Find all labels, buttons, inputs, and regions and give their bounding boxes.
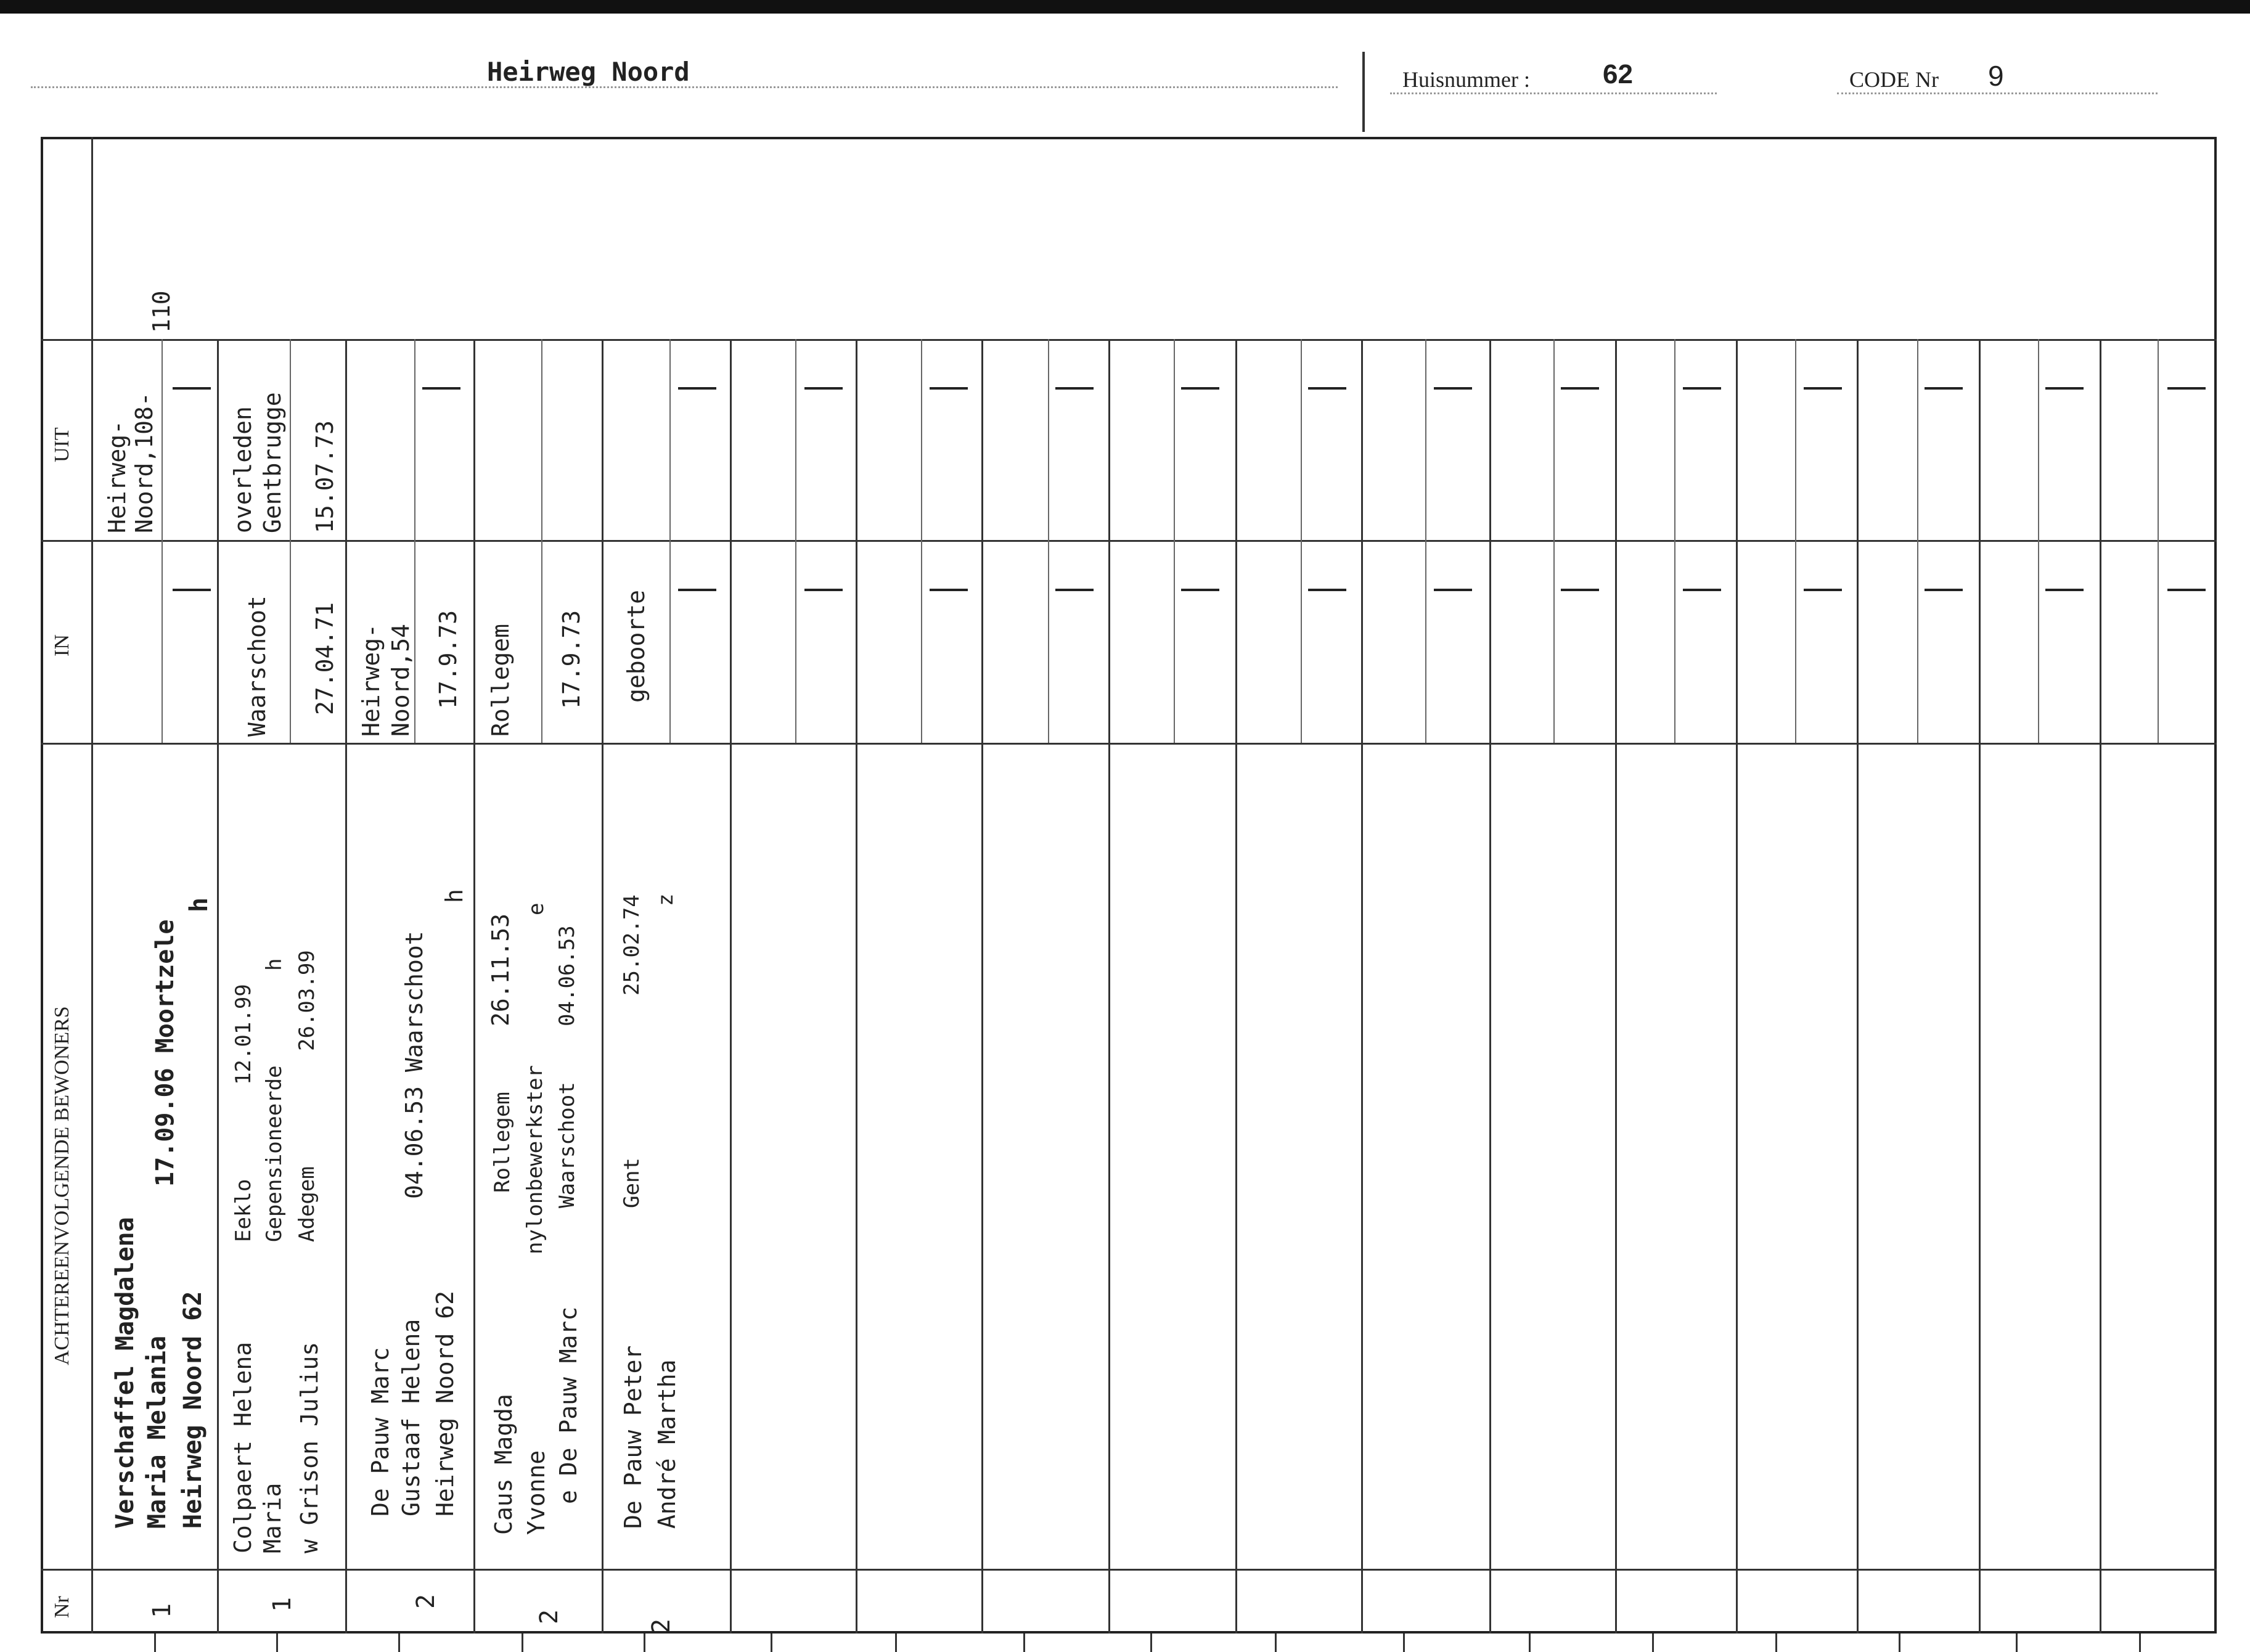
bottom-tick bbox=[1275, 1634, 1277, 1652]
code-label: CODE Nr bbox=[1849, 67, 1939, 92]
subcolumn-line bbox=[1174, 339, 1175, 743]
entry-3-address: Heirweg Noord 62 bbox=[432, 1290, 459, 1516]
bottom-tick bbox=[644, 1634, 645, 1652]
column-line bbox=[1615, 339, 1617, 1634]
empty-dash bbox=[1055, 387, 1094, 390]
house-number: 62 bbox=[1603, 59, 1633, 89]
column-line bbox=[217, 339, 219, 1634]
entry-2-address: w Grison Julius bbox=[296, 1341, 323, 1553]
bottom-tick bbox=[1403, 1634, 1405, 1652]
entry-2-name1: Colpaert Helena bbox=[229, 1341, 256, 1553]
section-line-top bbox=[41, 339, 2217, 341]
entry-2-status: h bbox=[262, 958, 287, 971]
bottom-tick bbox=[2139, 1634, 2141, 1652]
entry-3-in: Heirweg- bbox=[358, 623, 385, 737]
column-line bbox=[1857, 339, 1859, 1634]
entry-3-in2: Noord,54 bbox=[387, 623, 414, 737]
header-divider bbox=[1362, 52, 1365, 132]
entry-1-name2: Maria Melania bbox=[143, 1335, 171, 1529]
entry-2-out-date: 15.07.73 bbox=[311, 420, 338, 533]
empty-dash bbox=[678, 387, 716, 390]
top-note: 110 bbox=[148, 290, 175, 333]
subcolumn-line bbox=[541, 339, 542, 743]
empty-dash bbox=[173, 589, 211, 591]
entry-5-in: geboorte bbox=[623, 589, 650, 703]
subcolumn-line bbox=[1553, 339, 1555, 743]
empty-dash bbox=[2045, 387, 2084, 390]
entry-2-out: overleden bbox=[229, 406, 256, 533]
entry-5-nr: 2 bbox=[647, 1618, 676, 1634]
entry-3-in-date: 17.9.73 bbox=[435, 610, 462, 709]
column-label-residents: ACHTEREENVOLGENDE BEWONERS bbox=[51, 1006, 73, 1365]
subcolumn-line bbox=[669, 339, 671, 743]
subcolumn-line bbox=[414, 339, 415, 743]
column-line bbox=[1108, 339, 1110, 1634]
entry-1-out2: Noord,108- bbox=[131, 392, 158, 533]
entry-4-date3: 04.06.53 bbox=[555, 925, 579, 1026]
bottom-tick bbox=[1023, 1634, 1025, 1652]
empty-dash bbox=[678, 589, 716, 591]
subcolumn-line bbox=[1795, 339, 1796, 743]
code-number: 9 bbox=[1988, 60, 2004, 92]
empty-dash bbox=[1181, 589, 1219, 591]
bottom-tick bbox=[1652, 1634, 1654, 1652]
empty-dash bbox=[1925, 589, 1963, 591]
scan-top-edge bbox=[0, 0, 2250, 14]
column-line bbox=[345, 339, 347, 1634]
section-line-in-residents bbox=[41, 743, 2217, 745]
empty-dash bbox=[930, 589, 968, 591]
entry-1-out: Heirweg- bbox=[104, 420, 131, 533]
entry-2-in-date: 27.04.71 bbox=[311, 602, 338, 715]
bottom-tick bbox=[1150, 1634, 1152, 1652]
subcolumn-line bbox=[290, 339, 291, 743]
house-number-label: Huisnummer : bbox=[1402, 67, 1530, 92]
empty-dash bbox=[1055, 589, 1094, 591]
empty-dash bbox=[1683, 589, 1721, 591]
subcolumn-line bbox=[1425, 339, 1426, 743]
code-underline bbox=[1837, 92, 2158, 94]
column-line bbox=[473, 339, 475, 1634]
subcolumn-line bbox=[162, 540, 163, 743]
entry-2-date1: 12.01.99 bbox=[231, 984, 256, 1085]
bottom-tick bbox=[771, 1634, 772, 1652]
column-line bbox=[1979, 339, 1981, 1634]
subcolumn-line bbox=[1301, 339, 1302, 743]
bottom-tick bbox=[398, 1634, 400, 1652]
house-number-underline bbox=[1390, 92, 1717, 94]
empty-dash bbox=[804, 589, 843, 591]
section-line-residents-nr bbox=[41, 1569, 2217, 1571]
entry-2-place3: Adegem bbox=[295, 1166, 319, 1242]
entry-5-name2: André Martha bbox=[653, 1359, 681, 1529]
column-line bbox=[981, 339, 983, 1634]
entry-4-in: Rollegem bbox=[487, 623, 514, 737]
column-line bbox=[602, 339, 603, 1634]
bottom-tick bbox=[1775, 1634, 1777, 1652]
entry-2-place1: Eeklo bbox=[231, 1179, 256, 1242]
bottom-tick bbox=[1899, 1634, 1900, 1652]
street-name: Heirweg Noord bbox=[487, 57, 690, 87]
entry-3-status: h bbox=[441, 889, 468, 903]
subcolumn-line bbox=[1674, 339, 1675, 743]
entry-4-name1: Caus Magda bbox=[490, 1394, 517, 1535]
empty-dash bbox=[2045, 589, 2084, 591]
entry-2-place2: Gepensioneerde bbox=[262, 1065, 287, 1242]
entry-4-address: e De Pauw Marc bbox=[555, 1306, 582, 1504]
empty-dash bbox=[173, 387, 211, 390]
empty-dash bbox=[1804, 589, 1842, 591]
entry-3-nr: 2 bbox=[412, 1593, 440, 1609]
street-underline bbox=[31, 86, 1338, 88]
entry-1-status: h bbox=[185, 897, 213, 912]
subcolumn-line bbox=[2158, 339, 2159, 743]
column-line bbox=[1736, 339, 1738, 1634]
column-line bbox=[1235, 339, 1237, 1634]
bottom-tick bbox=[895, 1634, 897, 1652]
subcolumn-line bbox=[1917, 339, 1918, 743]
entry-4-status: e bbox=[524, 902, 549, 915]
entry-3-name2: Gustaaf Helena bbox=[398, 1319, 425, 1516]
column-line bbox=[730, 339, 732, 1634]
empty-dash bbox=[1804, 387, 1842, 390]
entry-4-date1: 26.11.53 bbox=[487, 913, 514, 1026]
empty-dash bbox=[1434, 589, 1472, 591]
column-line bbox=[856, 339, 857, 1634]
column-line bbox=[1489, 339, 1491, 1634]
bottom-tick bbox=[1529, 1634, 1531, 1652]
empty-dash bbox=[1308, 589, 1346, 591]
entry-4-place2: nylonbewerkster bbox=[523, 1065, 547, 1254]
subcolumn-line bbox=[795, 339, 796, 743]
bottom-tick bbox=[2016, 1634, 2018, 1652]
empty-dash bbox=[1308, 387, 1346, 390]
entry-5-date1: 25.02.74 bbox=[620, 894, 644, 996]
section-line-uit-in bbox=[41, 540, 2217, 542]
empty-dash bbox=[422, 387, 460, 390]
entry-3-name1: De Pauw Marc bbox=[367, 1347, 394, 1516]
subcolumn-line bbox=[162, 339, 163, 540]
entry-5-place1: Gent bbox=[620, 1158, 644, 1208]
empty-dash bbox=[2167, 589, 2206, 591]
entry-3-birth: 04.06.53 Waarschoot bbox=[401, 931, 428, 1199]
entry-2-in: Waarschoot bbox=[243, 595, 271, 737]
column-line bbox=[2100, 339, 2101, 1634]
entry-4-place3: Waarschoot bbox=[555, 1082, 579, 1208]
bottom-tick bbox=[522, 1634, 523, 1652]
entry-4-place1: Rollegem bbox=[490, 1092, 515, 1193]
entry-1-birth: 17.09.06 Moortzele bbox=[151, 919, 179, 1187]
subcolumn-line bbox=[1048, 339, 1049, 743]
empty-dash bbox=[804, 387, 843, 390]
entry-2-nr: 1 bbox=[268, 1597, 297, 1612]
empty-dash bbox=[1434, 387, 1472, 390]
empty-dash bbox=[2167, 387, 2206, 390]
column-label-nr: Nr bbox=[51, 1596, 73, 1618]
subcolumn-line bbox=[921, 339, 922, 743]
entry-1-nr: 1 bbox=[148, 1603, 176, 1618]
column-line bbox=[1361, 339, 1363, 1634]
entry-4-nr: 2 bbox=[535, 1609, 563, 1624]
empty-dash bbox=[1561, 387, 1599, 390]
entry-5-name1: De Pauw Peter bbox=[620, 1345, 647, 1529]
empty-dash bbox=[1181, 387, 1219, 390]
column-label-in: IN bbox=[51, 634, 73, 656]
empty-dash bbox=[1925, 387, 1963, 390]
entry-2-out2: Gentbrugge bbox=[259, 392, 286, 533]
entry-1-address: Heirweg Noord 62 bbox=[179, 1291, 207, 1529]
entry-2-name2: Maria bbox=[259, 1482, 286, 1553]
entry-5-status: z bbox=[653, 893, 678, 906]
empty-dash bbox=[1683, 387, 1721, 390]
label-column-line bbox=[91, 137, 93, 1634]
subcolumn-line bbox=[2038, 339, 2039, 743]
entry-2-date3: 26.03.99 bbox=[295, 950, 319, 1051]
bottom-tick bbox=[276, 1634, 278, 1652]
column-label-uit: UIT bbox=[51, 427, 73, 462]
empty-dash bbox=[1561, 589, 1599, 591]
empty-dash bbox=[930, 387, 968, 390]
entry-4-name2: Yvonne bbox=[523, 1450, 550, 1535]
entry-1-name1: Verschaffel Magdalena bbox=[111, 1217, 139, 1529]
entry-4-in-date: 17.9.73 bbox=[558, 610, 585, 709]
bottom-tick bbox=[154, 1634, 156, 1652]
